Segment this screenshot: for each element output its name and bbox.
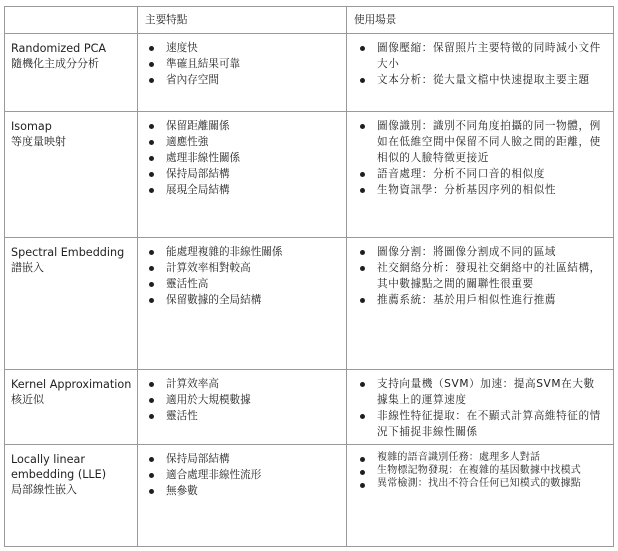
table-row [5,112,614,238]
usage-cell [347,370,614,445]
features-cell [138,445,347,547]
list-item: 展現全局結構 [166,182,338,198]
table-row [5,445,614,547]
list-item: 靈活性 [166,408,338,424]
list-item: 圖像壓縮：保留照片主要特徵的同時減小文件大小 [377,40,605,72]
header-features: 主要特點 [138,7,347,34]
list-item: 靈活性高 [166,276,338,292]
method-name-zh: 等度量映射 [11,135,66,148]
list-item: 社交網絡分析：發現社交網絡中的社區結構，其中數據點之間的關聯性很重要 [377,260,605,292]
list-item: 保留距離關係 [166,118,338,134]
list-item: 保留數據的全局結構 [166,292,338,308]
table-row [5,238,614,370]
list-item: 生物標記物發現：在複雜的基因數據中找模式 [377,464,605,477]
usage-list [347,34,613,92]
list-item: 異常檢測：找出不符合任何已知模式的數據點 [377,477,605,490]
list-item: 計算效率相對較高 [166,260,338,276]
list-item: 支持向量機（SVM）加速：提高SVM在大數據集上的運算速度 [377,376,605,408]
list-item: 無參數 [166,483,338,499]
method-cell [5,238,138,370]
features-cell [138,370,347,445]
method-name-zh: 局部線性嵌入 [11,483,77,496]
method-cell [5,34,138,112]
list-item: 非線性特征提取：在不顯式計算高維特征的情況下捕捉非線性關係 [377,408,605,440]
table-row [5,34,614,112]
list-item: 適應性強 [166,134,338,150]
usage-cell [347,238,614,370]
features-cell [138,34,347,112]
list-item: 推薦系統：基於用戶相似性進行推薦 [377,292,605,308]
list-item: 省內存空間 [166,72,338,88]
features-cell [138,112,347,238]
list-item: 計算效率高 [166,376,338,392]
list-item: 適用於大規模數據 [166,392,338,408]
features-list [138,34,346,92]
usage-list [347,445,613,494]
method-cell [5,445,138,547]
usage-cell [347,445,614,547]
features-cell [138,238,347,370]
usage-list [347,370,613,444]
method-name: Randomized PCA [11,42,107,55]
usage-cell [347,34,614,112]
list-item: 適合處理非線性流形 [166,467,338,483]
list-item: 保持局部結構 [166,451,338,467]
usage-list [347,238,613,312]
method-name-zh: 核近似 [11,393,44,406]
method-name: Locally linear embedding (LLE) [11,453,107,481]
list-item: 生物資訊學：分析基因序列的相似性 [377,182,605,198]
usage-list [347,112,613,202]
methods-table [4,6,614,547]
method-cell [5,112,138,238]
usage-cell [347,112,614,238]
list-item: 準確且結果可靠 [166,56,338,72]
list-item: 能處理複雜的非線性關係 [166,244,338,260]
list-item: 語音處理：分析不同口音的相似度 [377,166,605,182]
method-name-zh: 隨機化主成分分析 [11,57,99,70]
method-name: Isomap [11,120,52,133]
features-list [138,238,346,312]
header-method [5,7,138,34]
table-header-row [5,7,614,34]
list-item: 圖像分割：將圖像分割成不同的區域 [377,244,605,260]
list-item: 速度快 [166,40,338,56]
list-item: 保持局部結構 [166,166,338,182]
features-list [138,445,346,503]
method-name-zh: 譜嵌入 [11,261,44,274]
method-cell [5,370,138,445]
features-list [138,112,346,202]
list-item: 複雜的語音識別任務：處理多人對話 [377,451,605,464]
header-usage: 使用場景 [347,7,614,34]
method-name: Kernel Approximation [11,378,132,391]
features-list [138,370,346,428]
list-item: 文本分析：從大量文檔中快速提取主要主題 [377,72,605,88]
table-row [5,370,614,445]
list-item: 圖像識別：識別不同角度拍攝的同一物體，例如在低維空間中保留不同人臉之間的距離，使相似的人臉特徵更接近 [377,118,605,166]
method-name: Spectral Embedding [11,246,125,259]
list-item: 處理非線性關係 [166,150,338,166]
